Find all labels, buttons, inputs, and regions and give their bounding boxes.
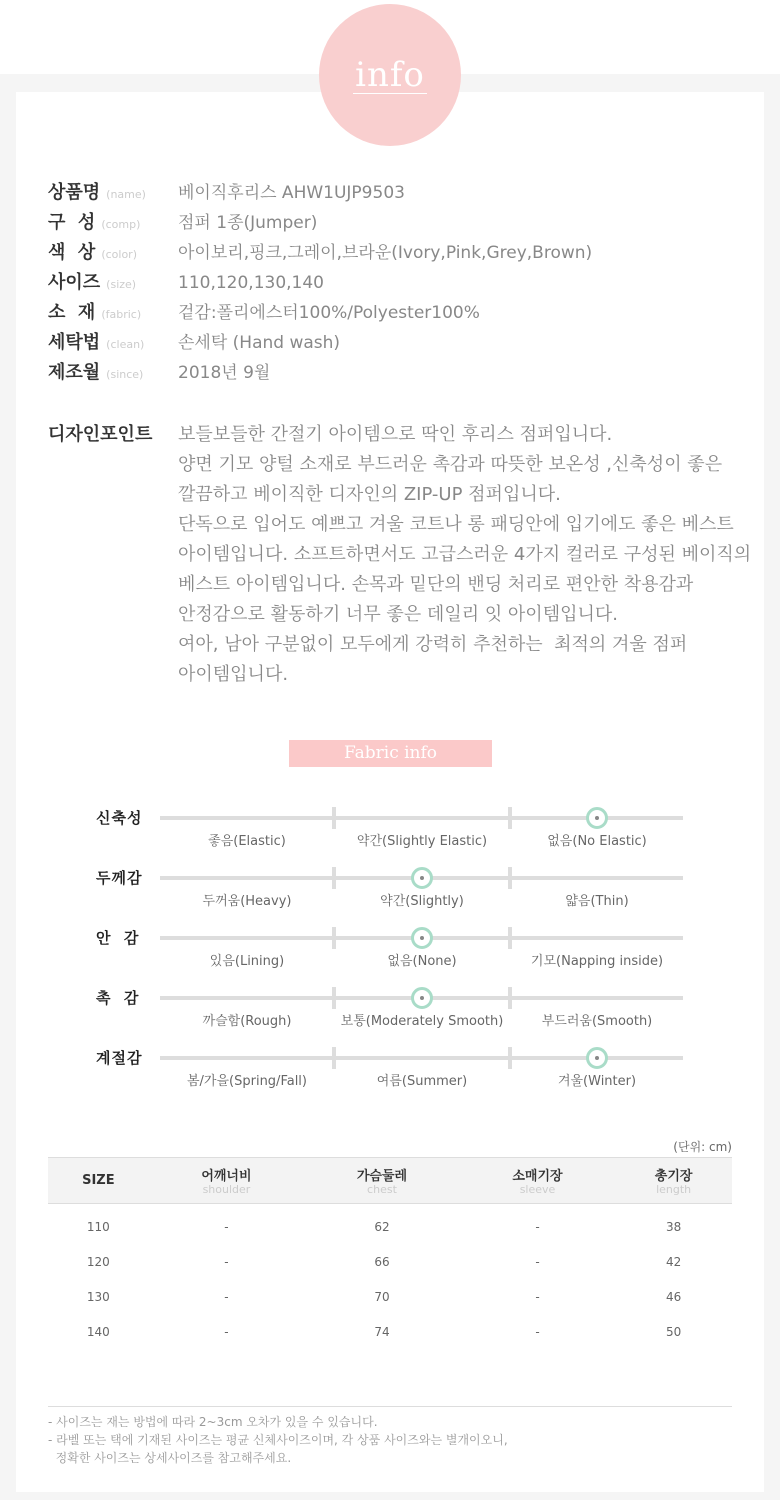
fabric-scale bbox=[48, 929, 732, 986]
info-value: 겉감:폴리에스터100%/Polyester100% bbox=[178, 303, 480, 323]
fabric-info-title: Fabric info bbox=[289, 740, 492, 767]
info-row bbox=[48, 178, 592, 208]
fabric-scale bbox=[48, 1049, 732, 1106]
info-row bbox=[48, 358, 592, 388]
size-header-ko: 어깨너비 bbox=[201, 1169, 252, 1184]
size-cell: 110 bbox=[86, 1220, 110, 1235]
product-info bbox=[48, 178, 592, 388]
info-label-en: (comp) bbox=[101, 218, 141, 231]
size-cell: - bbox=[224, 1255, 229, 1269]
size-table bbox=[48, 1157, 732, 1350]
selected-dot-icon bbox=[411, 987, 433, 1009]
info-label-ko: 사이즈 bbox=[48, 272, 101, 293]
fabric-scale bbox=[48, 869, 732, 926]
note-line: 정확한 사이즈는 상세사이즈를 참고해주세요. bbox=[48, 1451, 292, 1465]
size-table-body bbox=[48, 1204, 732, 1350]
info-label-ko: 구 성 bbox=[48, 212, 96, 233]
fabric-scale-tick bbox=[508, 987, 512, 1009]
size-cell: 66 bbox=[374, 1255, 390, 1269]
info-label-en: (fabric) bbox=[101, 308, 142, 321]
fabric-scale-option: 봄/가을(Spring/Fall) bbox=[186, 1074, 307, 1089]
fabric-scale-label: 두께감 bbox=[96, 869, 143, 887]
fabric-scale-tick bbox=[508, 1047, 512, 1069]
size-cell: 62 bbox=[374, 1220, 390, 1235]
fabric-scale-tick bbox=[332, 987, 336, 1009]
size-header-ko: 소매기장 bbox=[512, 1169, 563, 1184]
size-cell: - bbox=[535, 1290, 540, 1304]
selected-dot-icon bbox=[411, 867, 433, 889]
info-label bbox=[48, 268, 178, 294]
info-label-en: (clean) bbox=[106, 338, 145, 351]
info-row bbox=[48, 298, 592, 328]
size-cell: 140 bbox=[86, 1325, 110, 1339]
info-value: 점퍼 1종(Jumper) bbox=[178, 213, 318, 233]
fabric-scale-option: 부드러움(Smooth) bbox=[541, 1014, 653, 1029]
design-line: 깔끔하고 베이직한 디자인의 ZIP-UP 점퍼입니다. bbox=[178, 484, 561, 505]
note-line: - 사이즈는 재는 방법에 따라 2~3cm 오차가 있을 수 있습니다. bbox=[48, 1415, 378, 1429]
size-cell: 130 bbox=[86, 1290, 110, 1304]
design-line: 단독으로 입어도 예쁘고 겨울 코트나 롱 패딩안에 입기에도 좋은 베스트 bbox=[178, 514, 734, 535]
size-cell: - bbox=[224, 1290, 229, 1304]
design-line: 양면 기모 양털 소재로 부드러운 촉감과 따뜻한 보온성 ,신축성이 좋은 bbox=[178, 454, 723, 475]
info-label-en: (name) bbox=[106, 188, 146, 201]
fabric-scale-option: 약간(Slightly Elastic) bbox=[356, 834, 488, 849]
size-header-en: sleeve bbox=[519, 1183, 556, 1196]
info-label-ko: 세탁법 bbox=[48, 332, 101, 353]
fabric-scale-option: 없음(No Elastic) bbox=[547, 834, 647, 849]
fabric-scale-label: 안 감 bbox=[96, 929, 140, 947]
fabric-scale-option: 얇음(Thin) bbox=[565, 894, 629, 909]
info-label-ko: 제조월 bbox=[48, 362, 101, 383]
design-line: 여아, 남아 구분없이 모두에게 강력히 추천하는 최적의 겨울 점퍼 bbox=[178, 634, 688, 655]
size-header-cell bbox=[149, 1158, 305, 1204]
selected-dot-icon bbox=[411, 927, 433, 949]
size-cell: 74 bbox=[374, 1325, 390, 1339]
design-line: 보들보들한 간절기 아이템으로 딱인 후리스 점퍼입니다. bbox=[178, 424, 613, 445]
size-cell: 42 bbox=[665, 1255, 682, 1269]
note-line: - 라벨 또는 택에 기재된 사이즈는 평균 신체사이즈이며, 각 상품 사이즈와는 별개이오니, bbox=[48, 1433, 508, 1447]
size-cell: 70 bbox=[374, 1290, 390, 1304]
info-value: 베이직후리스 AHW1UJP9503 bbox=[178, 183, 405, 203]
size-header-cell bbox=[460, 1158, 616, 1204]
fabric-scale bbox=[48, 809, 732, 866]
fabric-scale-tick bbox=[332, 927, 336, 949]
fabric-scale-label: 촉 감 bbox=[96, 989, 140, 1007]
size-row bbox=[48, 1315, 732, 1350]
fabric-scale bbox=[48, 989, 732, 1046]
info-label-ko: 색 상 bbox=[48, 242, 96, 263]
size-unit: (단위: cm) bbox=[673, 1140, 732, 1154]
size-cell: - bbox=[224, 1220, 229, 1235]
size-cell: - bbox=[224, 1325, 229, 1339]
info-row bbox=[48, 328, 592, 358]
info-row bbox=[48, 268, 592, 298]
design-line: 베스트 아이템입니다. 손목과 밑단의 밴딩 처리로 편안한 착용감과 bbox=[178, 574, 694, 595]
fabric-scale-tick bbox=[332, 807, 336, 829]
info-label bbox=[48, 208, 178, 234]
info-label bbox=[48, 328, 178, 354]
fabric-scale-option: 두꺼움(Heavy) bbox=[202, 894, 292, 909]
size-header-ko: 총기장 bbox=[654, 1169, 693, 1184]
design-line: 아이템입니다. 소프트하면서도 고급스러운 4가지 컬러로 구성된 베이직의 bbox=[178, 544, 752, 565]
info-row bbox=[48, 208, 592, 238]
info-value: 2018년 9월 bbox=[178, 363, 271, 383]
fabric-scale-option: 없음(None) bbox=[387, 954, 457, 969]
fabric-scale-option: 있음(Lining) bbox=[209, 954, 285, 969]
size-header-cell bbox=[615, 1158, 732, 1204]
fabric-scale-option: 보통(Moderately Smooth) bbox=[340, 1014, 504, 1029]
design-point-label: 디자인포인트 bbox=[48, 424, 153, 445]
size-row bbox=[48, 1204, 732, 1245]
size-header-en: chest bbox=[367, 1183, 397, 1196]
selected-dot-icon bbox=[586, 1047, 608, 1069]
size-cell: 50 bbox=[665, 1325, 682, 1339]
fabric-scale-tick bbox=[508, 927, 512, 949]
info-label-en: (since) bbox=[106, 368, 144, 381]
size-header-ko: 가슴둘레 bbox=[356, 1169, 408, 1184]
fabric-scale-option: 까슬함(Rough) bbox=[202, 1014, 292, 1029]
fabric-scale-tick bbox=[332, 867, 336, 889]
design-line: 안정감으로 활동하기 너무 좋은 데일리 잇 아이템입니다. bbox=[178, 604, 618, 625]
size-header-cell bbox=[48, 1158, 149, 1204]
info-label-ko: 상품명 bbox=[48, 182, 101, 203]
info-badge bbox=[319, 4, 461, 146]
fabric-scale-option: 기모(Napping inside) bbox=[530, 954, 664, 969]
fabric-scale-label: 계절감 bbox=[96, 1049, 143, 1067]
info-label-en: (color) bbox=[101, 248, 137, 261]
selected-dot-icon bbox=[586, 807, 608, 829]
size-row bbox=[48, 1245, 732, 1280]
size-row bbox=[48, 1280, 732, 1315]
size-cell: 120 bbox=[86, 1255, 110, 1269]
fabric-scale-option: 좋음(Elastic) bbox=[208, 834, 286, 849]
size-cell: - bbox=[535, 1220, 540, 1235]
size-header-en: length bbox=[656, 1183, 692, 1196]
info-value: 아이보리,핑크,그레이,브라운(Ivory,Pink,Grey,Brown) bbox=[178, 243, 593, 263]
info-value: 손세탁 (Hand wash) bbox=[178, 333, 341, 353]
fabric-scale-tick bbox=[508, 807, 512, 829]
size-cell: - bbox=[535, 1325, 540, 1339]
info-label bbox=[48, 238, 178, 264]
size-header-cell bbox=[304, 1158, 460, 1204]
fabric-scale-tick bbox=[332, 1047, 336, 1069]
fabric-scale-option: 여름(Summer) bbox=[376, 1074, 468, 1089]
design-point bbox=[48, 420, 751, 690]
fabric-scale-label: 신축성 bbox=[96, 809, 143, 827]
design-line: 아이템입니다. bbox=[178, 664, 289, 685]
size-header-en: shoulder bbox=[202, 1183, 251, 1196]
size-cell: 38 bbox=[665, 1220, 682, 1235]
fabric-scale-option: 약간(Slightly) bbox=[380, 894, 464, 909]
info-label-en: (size) bbox=[106, 278, 137, 291]
info-row bbox=[48, 238, 592, 268]
size-header-ko: SIZE bbox=[82, 1173, 115, 1188]
info-label bbox=[48, 298, 178, 324]
info-badge-label: info bbox=[355, 54, 425, 95]
info-label-ko: 소 재 bbox=[48, 302, 96, 323]
info-label bbox=[48, 358, 178, 384]
design-point-text bbox=[178, 420, 751, 690]
fabric-scale-option: 겨울(Winter) bbox=[557, 1074, 637, 1089]
size-notes bbox=[48, 1406, 732, 1467]
info-value: 110,120,130,140 bbox=[178, 273, 325, 293]
fabric-scale-tick bbox=[508, 867, 512, 889]
size-table-header bbox=[48, 1158, 732, 1204]
size-cell: 46 bbox=[665, 1290, 682, 1304]
info-label bbox=[48, 178, 178, 204]
size-cell: - bbox=[535, 1255, 540, 1269]
